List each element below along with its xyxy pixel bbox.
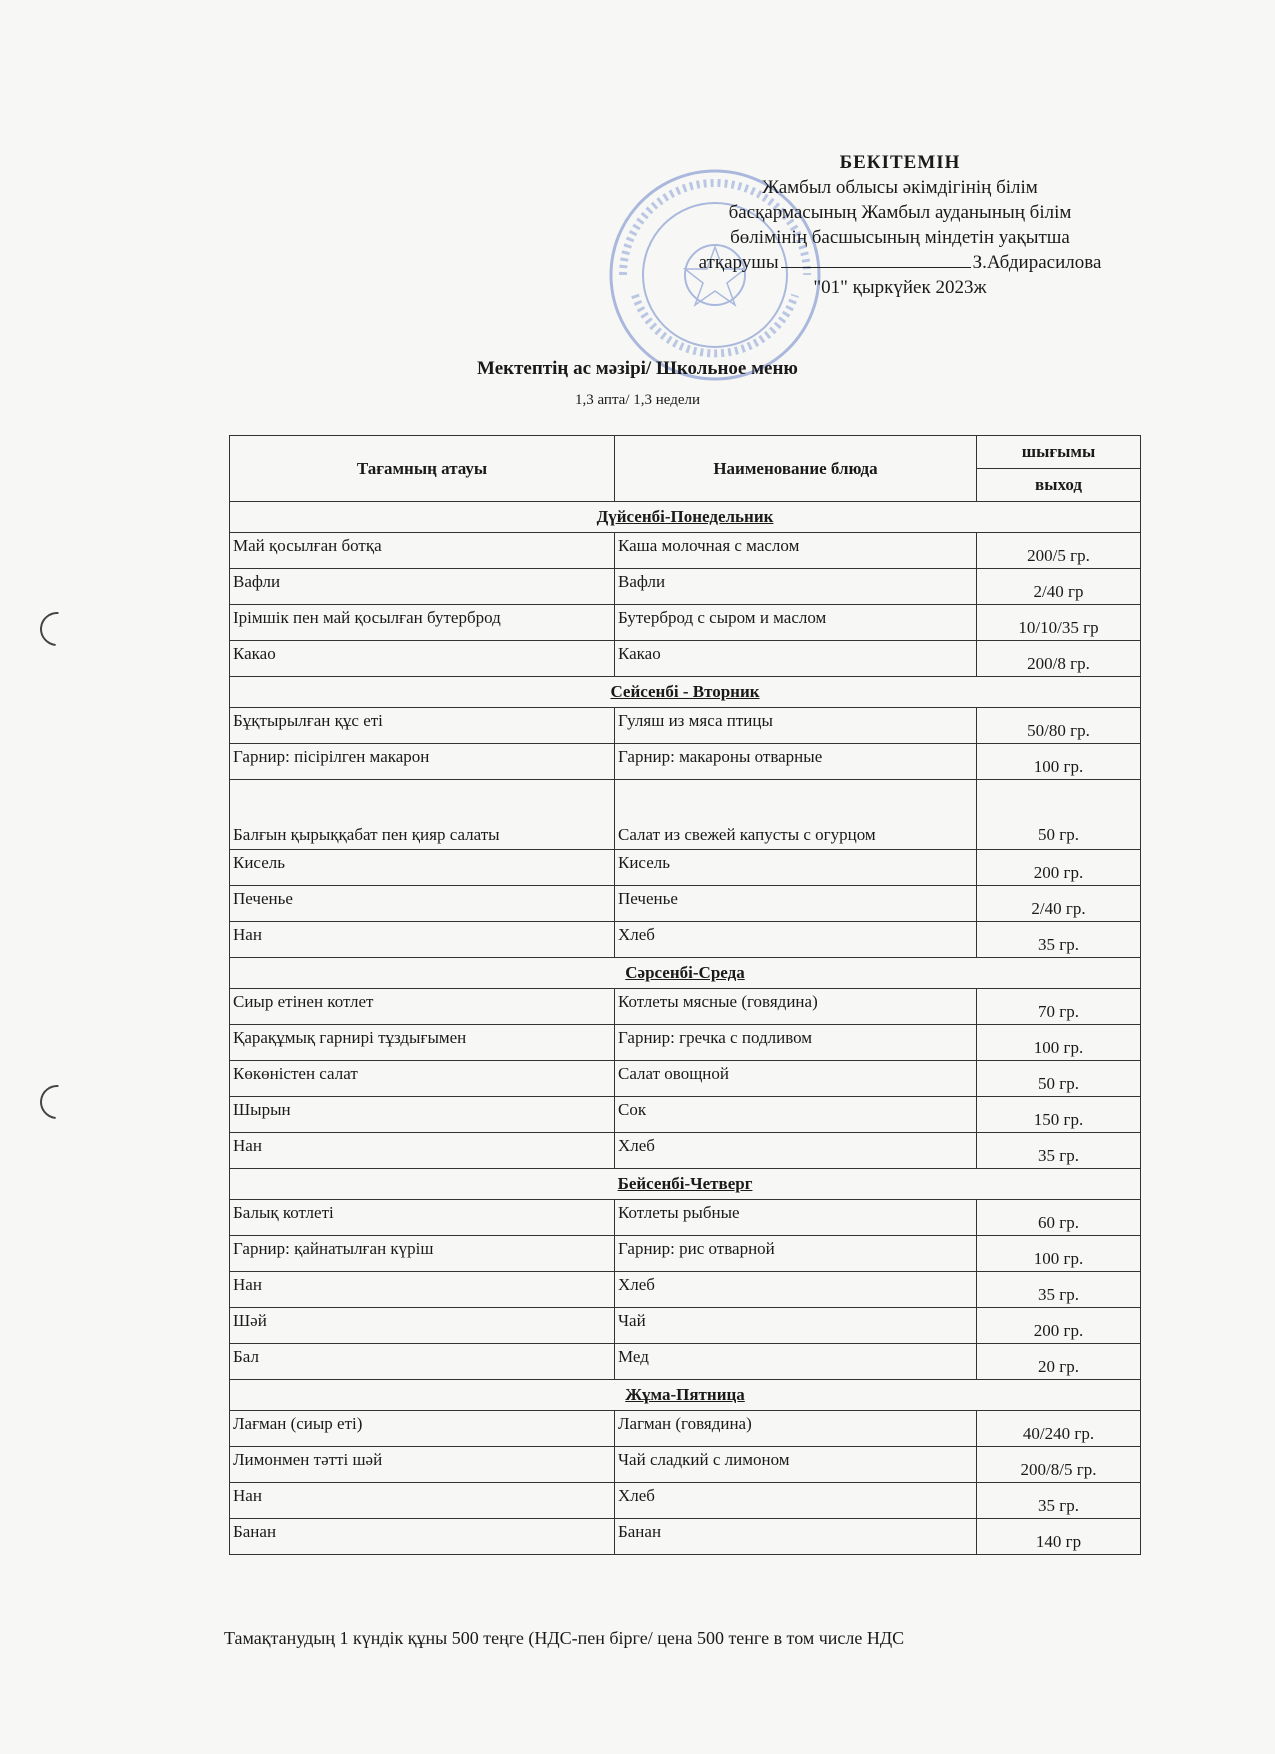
menu-row [230,1200,1141,1236]
dish-name-kz: Балық котлеті [230,1200,615,1236]
dish-name-kz: Ірімшік пен май қосылған бутерброд [230,605,615,641]
dish-output: 70 гр. [977,989,1141,1025]
header-output-kz: шығымы [977,436,1141,469]
header-output-ru: выход [977,469,1141,502]
dish-name-ru: Чай сладкий с лимоном [615,1447,977,1483]
menu-row [230,569,1141,605]
menu-row [230,989,1141,1025]
dish-name-ru: Котлеты мясные (говядина) [615,989,977,1025]
menu-row [230,641,1141,677]
approval-signer-line [660,250,1140,275]
dish-output: 200/8/5 гр. [977,1447,1141,1483]
menu-row [230,1025,1141,1061]
dish-output: 100 гр. [977,744,1141,780]
menu-row [230,886,1141,922]
dish-output: 50 гр. [977,1061,1141,1097]
dish-name-ru: Хлеб [615,1133,977,1169]
dish-output: 50 гр. [977,780,1141,850]
dish-name-kz: Лағман (сиыр еті) [230,1411,615,1447]
menu-row [230,1483,1141,1519]
dish-name-kz: Вафли [230,569,615,605]
dish-name-kz: Нан [230,1133,615,1169]
header-dish-kz: Тағамның атауы [230,436,615,502]
dish-output: 140 гр [977,1519,1141,1555]
dish-name-ru: Банан [615,1519,977,1555]
dish-name-kz: Шырын [230,1097,615,1133]
menu-row [230,1272,1141,1308]
dish-name-ru: Хлеб [615,1272,977,1308]
menu-row [230,1308,1141,1344]
dish-output: 2/40 гр [977,569,1141,605]
dish-name-kz: Нан [230,922,615,958]
day-header-row [230,677,1141,708]
dish-name-ru: Какао [615,641,977,677]
dish-name-kz: Лимонмен тәтті шәй [230,1447,615,1483]
menu-body [230,502,1141,1555]
day-name: Жұма-Пятница [625,1385,745,1404]
dish-name-ru: Лагман (говядина) [615,1411,977,1447]
dish-output: 200/8 гр. [977,641,1141,677]
menu-row [230,1447,1141,1483]
approval-heading: БЕКІТЕМІН [839,152,961,173]
menu-row [230,922,1141,958]
day-header-row [230,1169,1141,1200]
dish-output: 2/40 гр. [977,886,1141,922]
dish-name-ru: Хлеб [615,1483,977,1519]
dish-name-ru: Гарнир: рис отварной [615,1236,977,1272]
approval-line-1: Жамбыл облысы әкімдігінің білім [762,177,1038,198]
menu-row [230,1236,1141,1272]
punch-hole-bottom [33,1078,81,1126]
menu-table [229,435,1141,1555]
dish-name-ru: Печенье [615,886,977,922]
menu-row [230,1061,1141,1097]
day-header-row [230,1380,1141,1411]
dish-name-ru: Гарнир: макароны отварные [615,744,977,780]
menu-row [230,850,1141,886]
day-name: Сәрсенбі-Среда [625,963,745,982]
dish-name-kz: Шәй [230,1308,615,1344]
dish-name-kz: Кисель [230,850,615,886]
dish-name-ru: Салат овощной [615,1061,977,1097]
dish-name-kz: Сиыр етінен котлет [230,989,615,1025]
menu-row [230,780,1141,850]
menu-row [230,1097,1141,1133]
day-header-row [230,958,1141,989]
day-header-row [230,502,1141,533]
menu-row [230,1133,1141,1169]
dish-name-kz: Бал [230,1344,615,1380]
dish-name-kz: Гарнир: қайнатылған күріш [230,1236,615,1272]
dish-output: 150 гр. [977,1097,1141,1133]
page-title: Мектептің ас мәзірі/ Школьное меню [477,358,798,379]
dish-name-ru: Чай [615,1308,977,1344]
dish-name-kz: Бұқтырылған құс еті [230,708,615,744]
dish-output: 200 гр. [977,850,1141,886]
dish-output: 10/10/35 гр [977,605,1141,641]
dish-output: 100 гр. [977,1025,1141,1061]
dish-name-ru: Бутерброд с сыром и маслом [615,605,977,641]
day-name: Бейсенбі-Четверг [617,1174,753,1193]
dish-output: 35 гр. [977,1483,1141,1519]
day-name: Сейсенбі - Вторник [610,682,760,701]
menu-row [230,605,1141,641]
dish-output: 50/80 гр. [977,708,1141,744]
dish-name-kz: Нан [230,1483,615,1519]
punch-hole-top [33,605,81,653]
dish-name-kz: Балғын қырыққабат пен қияр салаты [230,780,615,850]
menu-row [230,1344,1141,1380]
dish-name-kz: Май қосылған ботқа [230,533,615,569]
signer-prefix: атқарушы [698,252,779,273]
menu-row [230,708,1141,744]
dish-name-ru: Сок [615,1097,977,1133]
menu-row [230,1519,1141,1555]
dish-name-ru: Гарнир: гречка с подливом [615,1025,977,1061]
dish-name-kz: Нан [230,1272,615,1308]
approval-line-3: бөлімінің басшысының міндетін уақытша [730,227,1070,248]
page-subtitle: 1,3 апта/ 1,3 недели [574,392,701,408]
signature-line [781,267,971,268]
menu-row [230,1411,1141,1447]
dish-output: 200/5 гр. [977,533,1141,569]
dish-output: 40/240 гр. [977,1411,1141,1447]
menu-row [230,744,1141,780]
approval-date: "01" қыркүйек 2023ж [813,277,987,298]
dish-name-ru: Мед [615,1344,977,1380]
menu-row [230,533,1141,569]
dish-name-kz: Гарнир: пісірілген макарон [230,744,615,780]
dish-output: 35 гр. [977,1272,1141,1308]
dish-name-kz: Банан [230,1519,615,1555]
dish-name-kz: Қарақұмық гарнирі тұздығымен [230,1025,615,1061]
dish-name-kz: Көкөністен салат [230,1061,615,1097]
dish-name-ru: Гуляш из мяса птицы [615,708,977,744]
approval-block [660,150,1140,300]
dish-name-ru: Каша молочная с маслом [615,533,977,569]
dish-name-kz: Печенье [230,886,615,922]
dish-name-ru: Хлеб [615,922,977,958]
dish-name-kz: Какао [230,641,615,677]
approval-line-2: басқармасының Жамбыл ауданының білім [728,202,1072,223]
dish-output: 35 гр. [977,1133,1141,1169]
day-name: Дүйсенбі-Понедельник [596,507,774,526]
dish-output: 35 гр. [977,922,1141,958]
dish-output: 20 гр. [977,1344,1141,1380]
price-note: Тамақтанудың 1 күндік құны 500 теңге (НДС-пен бірге/ цена 500 тенге в том числе НДС [224,1628,905,1648]
dish-name-ru: Вафли [615,569,977,605]
dish-output: 60 гр. [977,1200,1141,1236]
dish-output: 200 гр. [977,1308,1141,1344]
dish-output: 100 гр. [977,1236,1141,1272]
header-dish-ru: Наименование блюда [615,436,977,502]
dish-name-ru: Салат из свежей капусты с огурцом [615,780,977,850]
dish-name-ru: Кисель [615,850,977,886]
dish-name-ru: Котлеты рыбные [615,1200,977,1236]
signer-name: З.Абдирасилова [972,252,1102,273]
